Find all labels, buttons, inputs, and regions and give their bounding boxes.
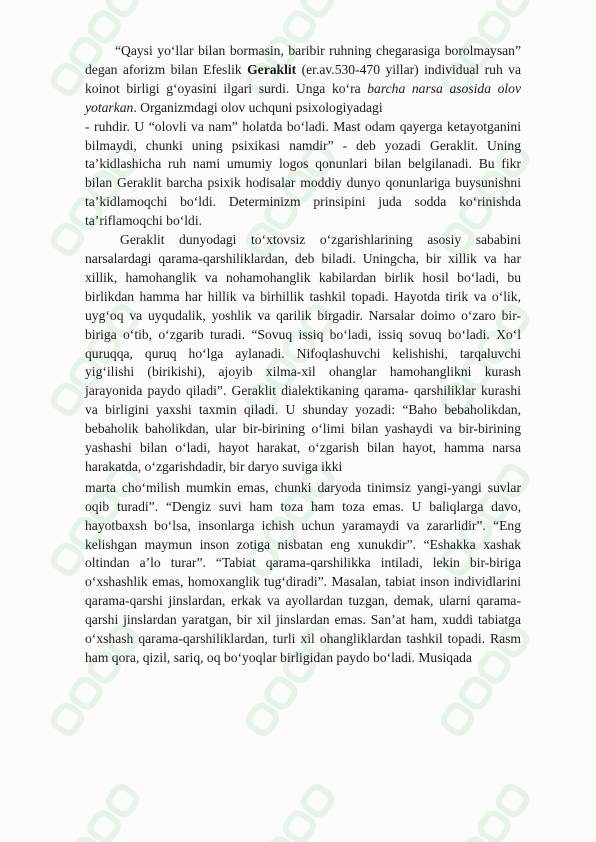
watermark-mark bbox=[51, 784, 139, 842]
paragraph-2 bbox=[85, 118, 521, 231]
text-run: Geraklit dunyodagi to‘xtovsiz o‘zgarishlarining asosiy sababini narsalardagi qarama-qarshiliklardan, deb biladi. Uningcha, bir xillik va har xillik, hamohanglik va nohamohanglik kabilardan birlik hosil bo‘ladi, bu birlikdan hamma har hillik va birhillik tashkil topadi. Hayotda tirik va o‘lik, uyg‘oq va uyqudalik, yoshlik va qarilik birgadir. Narsalar doimo o‘zaro bir-biriga o‘tib, o‘zgarib turadi. “Sovuq issiq bo‘ladi, issiq sovuq bo‘ladi. Xo‘l quruqqa, quruq ho‘lga aylanadi. Nifoqlashuvchi kelishishi, tarqaluvchi yig‘ilishi (birikishi), ajoyib xilma-xil ohanglar hamohanglikni kurash jarayonida paydo qiladi”. Geraklit dialektikaning qarama- qarshiliklar kurashi va birligini yaxshi taxmin qiladi. U shunday yozadi: “Baho bebaholikdan, bebaholik baholikdan, ular bir-birining o‘limi bilan yashaydi va bir-birining yashashi bilan o‘ladi, hayot harakat, o‘zgarish bilan hayot, hamma narsa harakatda, o‘zgarishdadir, bir daryo suviga ikki bbox=[85, 232, 521, 474]
text-run: marta cho‘milish mumkin emas, chunki daryoda tinimsiz yangi-yangi suvlar oqib turadi”. “Dengiz suvi ham toza ham toza emas. U baliqlarga davo, hayotbaxsh bo‘lsa, insonlarga ichish uchun yaramaydi va zararlidir”. “Eng kelishgan maymun inson zotiga nisbatan eng xunukdir”. “Eshakka xashak oltindan a’lo turar”. “Tabiat qarama-qarshilikka intiladi, lekin bir-biriga o‘xshashlik emas, homoxanglik tug‘diradi”. Masalan, tabiat inson individlarini qarama-qarshi jinslardan, erkak va ayollardan tuzgan, demak, ularni qarama-qarshi jinslardan yaratgan, bir xil jinslardan emas. San’at ham, xuddi tabiatga o‘xshash qarama-qarshiliklardan, turli xil ohangliklardan tashkil topadi. Rasm ham qora, qizil, sariq, oq bo‘yoqlar birligidan paydo bo‘ladi. Musiqada bbox=[85, 479, 521, 665]
paragraph-1 bbox=[85, 42, 521, 118]
text-run: barcha narsa asosida olov yotarkan bbox=[85, 80, 522, 115]
text-run: . Organizmdagi olov uchquni psixologiyadagi bbox=[133, 99, 383, 115]
paragraph-4 bbox=[85, 479, 521, 668]
watermark-mark bbox=[246, 784, 334, 842]
text-run: - ruhdir. U “olovli va nam” holatda bo‘ladi. Mast odam qayerga ketayotganini bilmaydi, chunki uning psixikasi namdir” - deb yozadi Geraklit. Uning ta’kidlashicha ruh nami umumiy logos qonunlari bilan belgilanadi. Bu fikr bilan Geraklit barcha psixik hodisalar moddiy dunyo qonunlariga buysunishni ta’kidlamoqchi bo‘ldi. Determinizm prinsipini juda sodda ko‘rinishda ta’riflamoqchi bo‘ldi. bbox=[85, 118, 521, 229]
paragraph-3 bbox=[85, 231, 521, 477]
watermark-mark bbox=[441, 784, 529, 842]
body-text bbox=[85, 42, 521, 668]
text-run: Geraklit bbox=[247, 61, 297, 77]
text-run: (er.av.530-470 yillar) individual ruh va koinot birligi g‘oyasini ilgari surdi. Unga ko‘ra bbox=[85, 61, 521, 96]
text-run: “Qaysi yo‘llar bilan bormasin, baribir ruhning chegarasiga borolmaysan” degan aforizm bilan Efeslik bbox=[85, 43, 521, 77]
